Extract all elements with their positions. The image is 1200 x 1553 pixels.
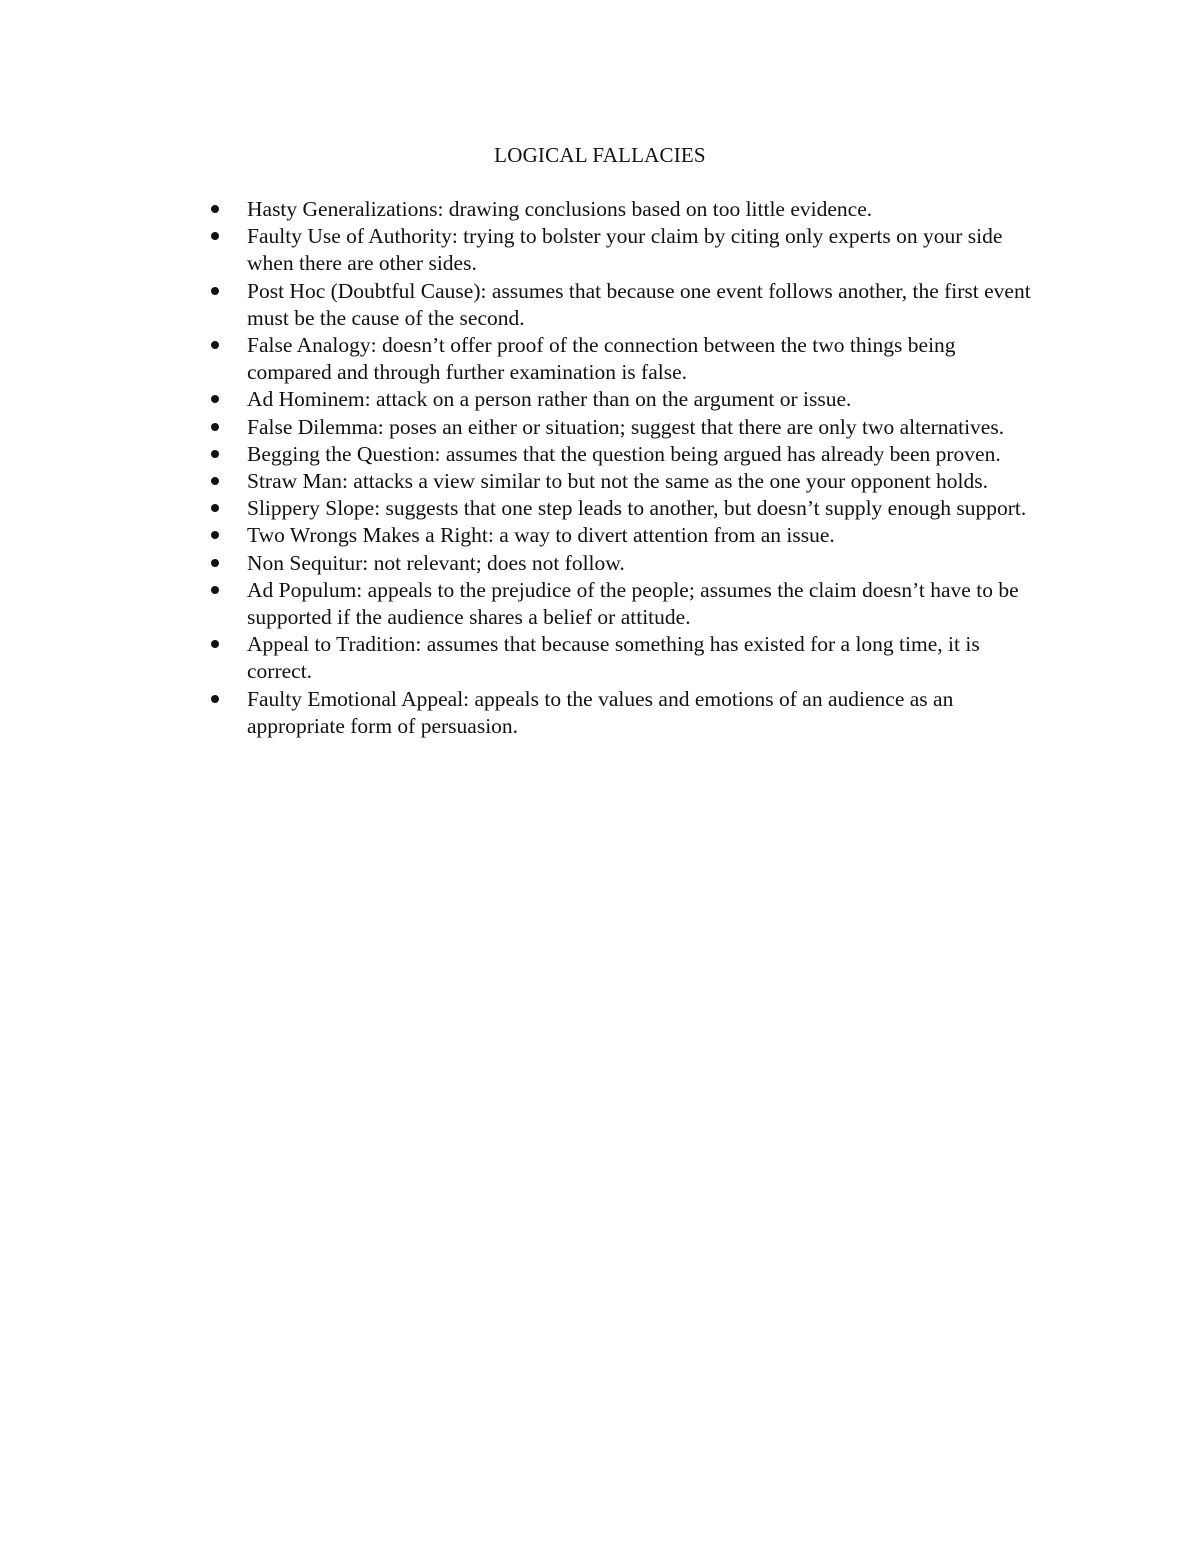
bullet-icon <box>211 395 219 403</box>
list-item-text: Straw Man: attacks a view similar to but not the same as the one your opponent holds. <box>247 469 989 494</box>
list-item <box>209 522 1039 549</box>
list-item-text: Faulty Use of Authority: trying to bolster your claim by citing only experts on your side when there are other sides. <box>247 224 1003 276</box>
bullet-icon <box>211 232 219 240</box>
list-item-text: Begging the Question: assumes that the question being argued has already been proven. <box>247 441 1001 466</box>
bullet-icon <box>211 205 219 213</box>
list-item-text: Hasty Generalizations: drawing conclusions based on too little evidence. <box>247 197 873 221</box>
list-item-text: False Dilemma: poses an either or situation; suggest that there are only two alternatives. <box>247 414 1005 439</box>
bullet-icon <box>211 531 219 539</box>
bullet-icon <box>211 640 219 648</box>
list-item <box>209 468 1039 495</box>
bullet-icon <box>211 287 219 295</box>
list-item-text: Appeal to Tradition: assumes that because something has existed for a long time, it is correct. <box>247 632 980 684</box>
list-item <box>209 386 1039 413</box>
list-item-text: Post Hoc (Doubtful Cause): assumes that because one event follows another, the first event must be the cause of the second. <box>247 278 1031 330</box>
list-item <box>209 631 1039 685</box>
list-item <box>209 223 1039 277</box>
list-item-text: Non Sequitur: not relevant; does not follow. <box>247 550 625 575</box>
list-item-text: Slippery Slope: suggests that one step leads to another, but doesn’t supply enough support. <box>247 496 1027 521</box>
fallacy-list <box>209 196 1039 740</box>
list-item <box>209 278 1039 332</box>
bullet-icon <box>211 559 219 567</box>
list-item-text: Ad Populum: appeals to the prejudice of the people; assumes the claim doesn’t have to be supported if the audience shares a belief or attitude. <box>247 577 1019 630</box>
bullet-icon <box>211 477 219 485</box>
bullet-icon <box>211 341 219 349</box>
bullet-icon <box>211 450 219 458</box>
list-item <box>209 196 1039 223</box>
list-item <box>209 495 1039 522</box>
list-item-text: Two Wrongs Makes a Right: a way to divert attention from an issue. <box>247 523 835 548</box>
list-item-text: Ad Hominem: attack on a person rather than on the argument or issue. <box>247 387 852 412</box>
list-item <box>209 550 1039 577</box>
list-item <box>209 414 1039 441</box>
list-item <box>209 577 1039 631</box>
bullet-icon <box>211 586 219 594</box>
list-item-text: Faulty Emotional Appeal: appeals to the values and emotions of an audience as an appropriate form of persuasion. <box>247 686 954 738</box>
bullet-icon <box>211 695 219 703</box>
list-item-text: False Analogy: doesn’t offer proof of the connection between the two things being compared and through further examination is false. <box>247 333 956 385</box>
bullet-icon <box>211 423 219 431</box>
list-item <box>209 441 1039 468</box>
bullet-icon <box>211 504 219 512</box>
list-item <box>209 686 1039 740</box>
list-item <box>209 332 1039 386</box>
document-title: LOGICAL FALLACIES <box>494 143 706 167</box>
